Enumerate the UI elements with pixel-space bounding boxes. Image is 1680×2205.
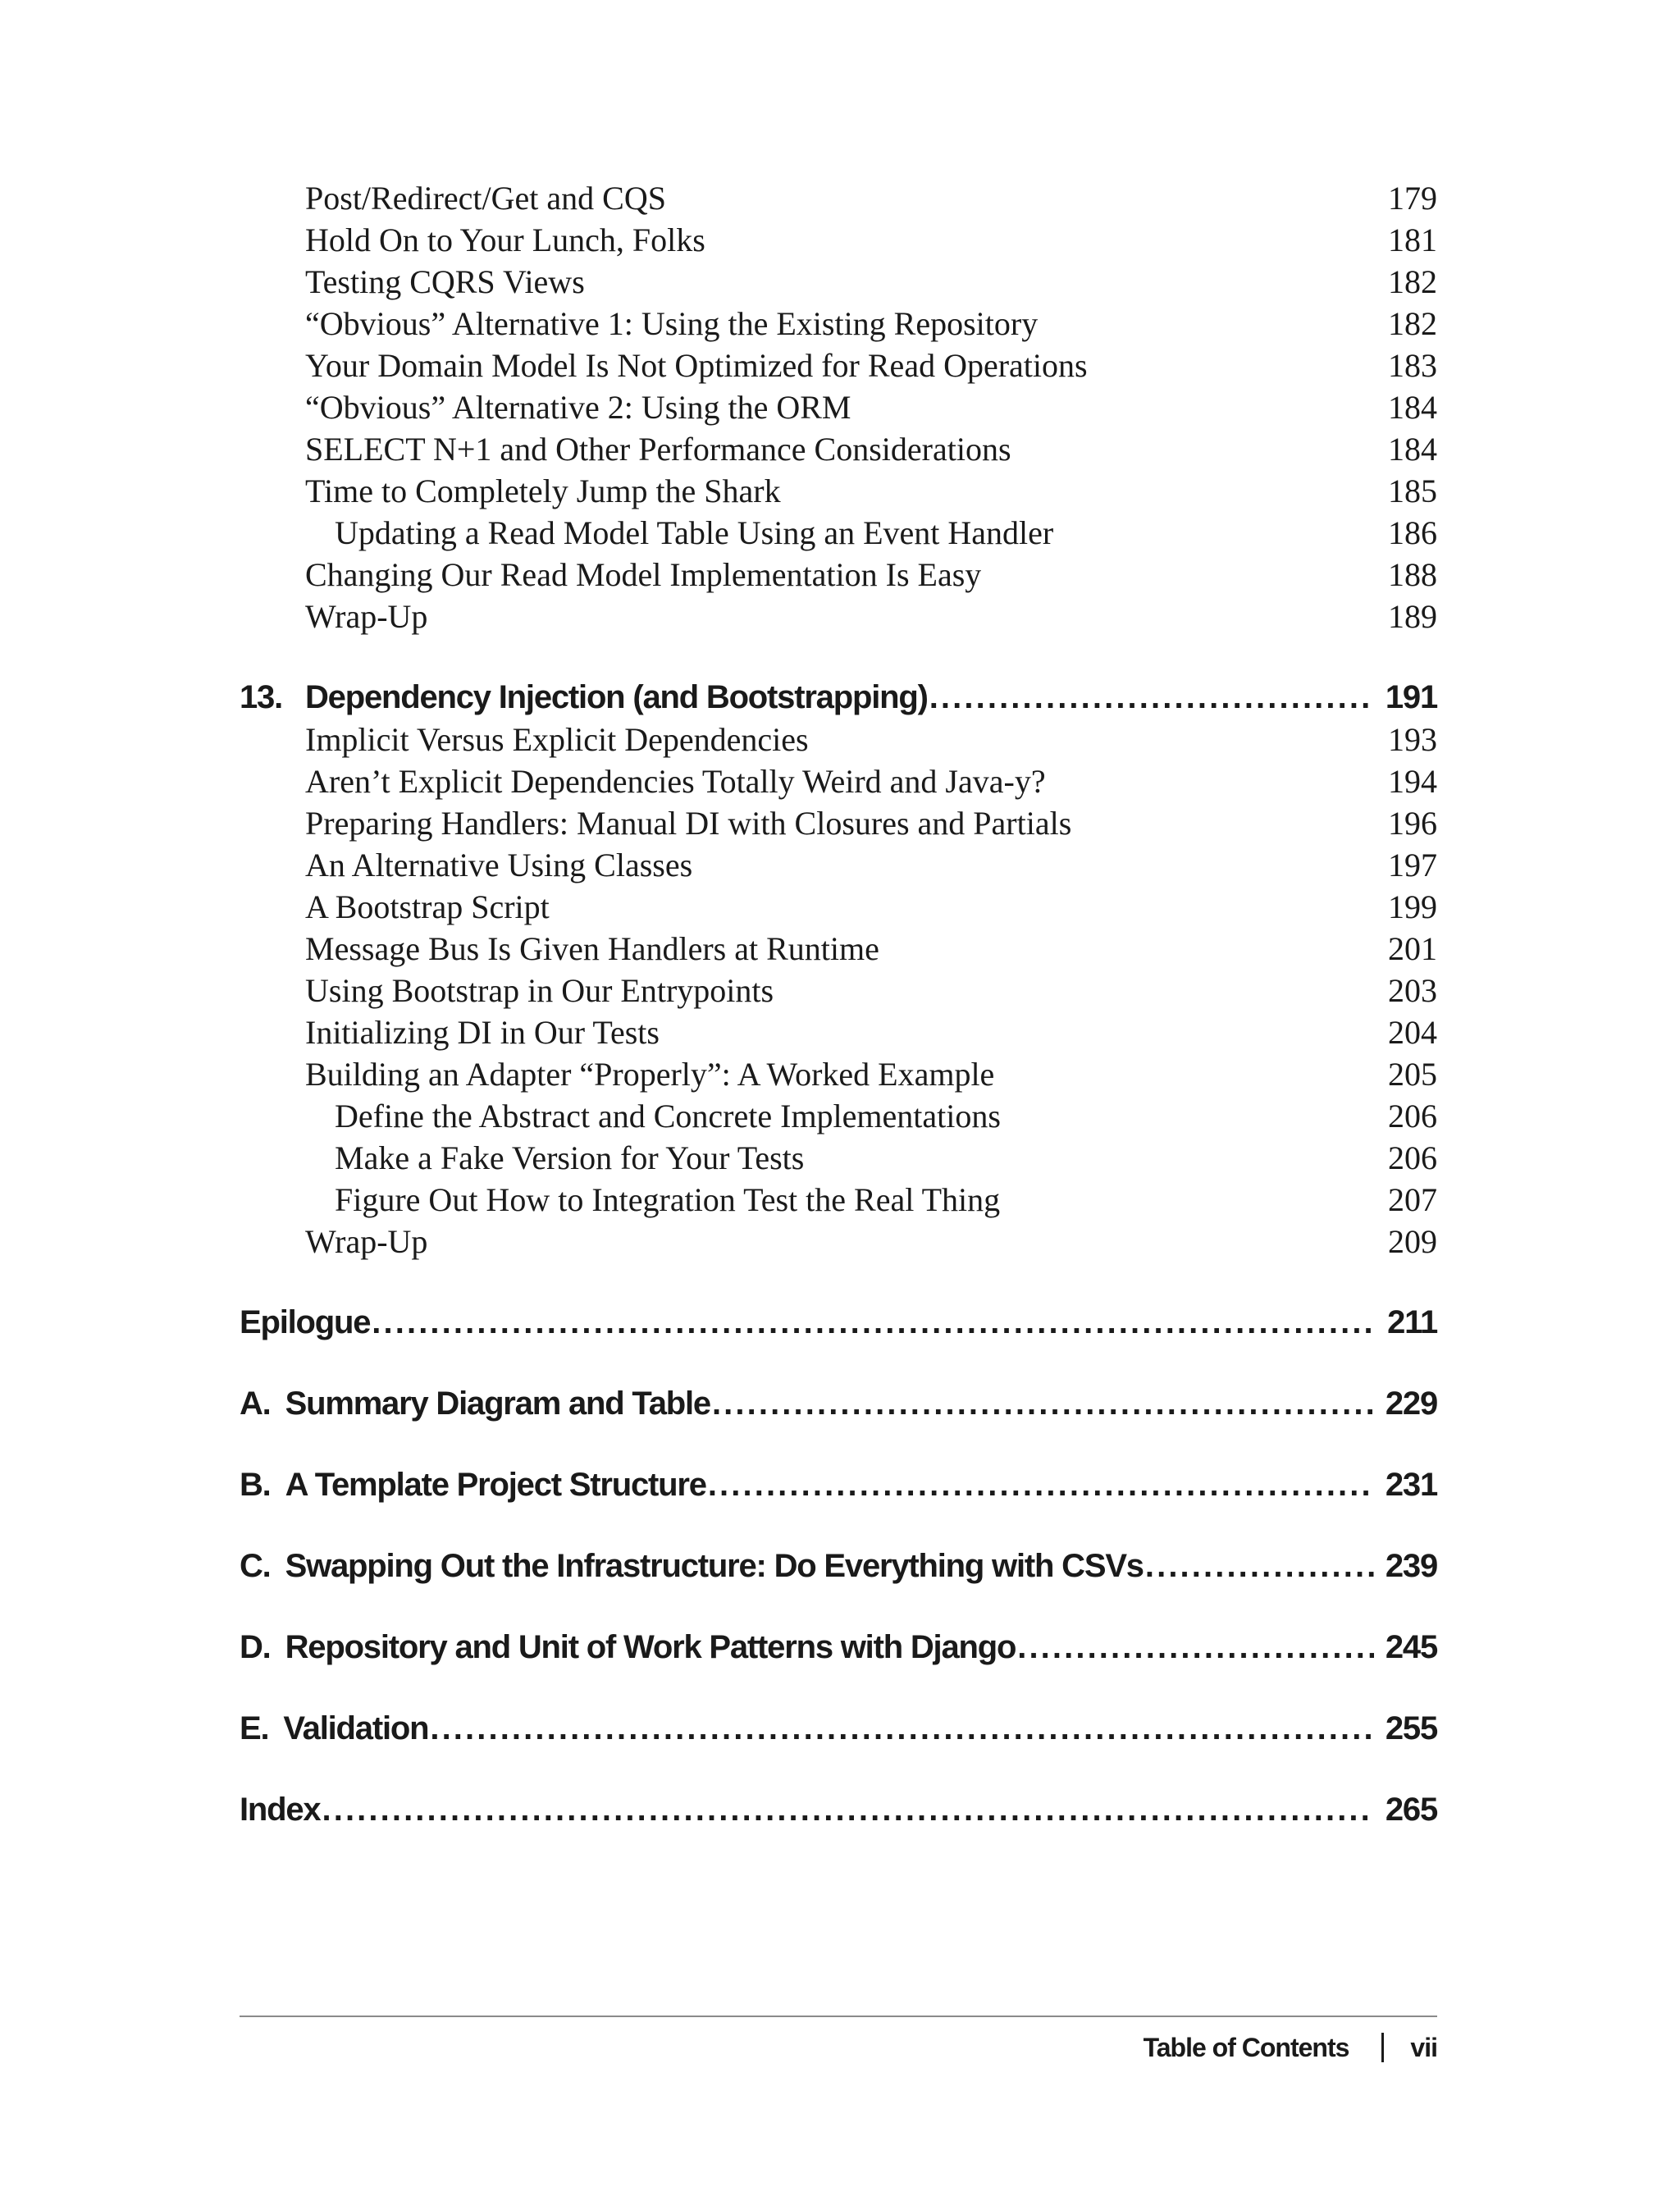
toc-entry[interactable]	[240, 219, 1437, 261]
toc-entry-page-number: 182	[1388, 263, 1437, 300]
back-matter-title: A Template Project Structure	[285, 1467, 706, 1503]
toc-entry[interactable]	[240, 1095, 1437, 1137]
toc-entry-title: Aren’t Explicit Dependencies Totally Weird and Java-y?	[305, 763, 1046, 800]
toc-entry-page-number: 181	[1388, 221, 1437, 258]
toc-entry[interactable]	[240, 386, 1437, 428]
back-matter-list	[240, 1301, 1437, 1831]
toc-entry-page-number: 209	[1388, 1223, 1437, 1260]
toc-entry-page-number: 206	[1388, 1098, 1437, 1134]
toc-entry[interactable]	[240, 1137, 1437, 1179]
toc-entry-title: Changing Our Read Model Implementation Is Easy	[305, 556, 982, 593]
toc-entry-page-number: 193	[1388, 721, 1437, 758]
toc-entry-title: Initializing DI in Our Tests	[305, 1014, 660, 1051]
toc-entry-title: Time to Completely Jump the Shark	[305, 472, 781, 509]
toc-entry-page-number: 186	[1388, 514, 1437, 551]
toc-entry[interactable]	[240, 1221, 1437, 1262]
toc-entry-title: “Obvious” Alternative 2: Using the ORM	[305, 389, 851, 426]
toc-entry[interactable]	[240, 512, 1437, 554]
back-matter-entry[interactable]	[240, 1463, 1437, 1506]
toc-entry-page-number: 207	[1388, 1181, 1437, 1218]
toc-entry[interactable]	[240, 261, 1437, 303]
toc-entry[interactable]	[240, 303, 1437, 345]
toc-entry-title: Message Bus Is Given Handlers at Runtime	[305, 930, 879, 967]
toc-entry-page-number: 196	[1388, 805, 1437, 842]
toc-entry-title: A Bootstrap Script	[305, 888, 550, 925]
dot-leader	[929, 676, 1374, 719]
toc-entry[interactable]	[240, 1179, 1437, 1221]
toc-entry[interactable]	[240, 844, 1437, 886]
back-matter-title: Index	[240, 1792, 321, 1828]
toc-entry[interactable]	[240, 1053, 1437, 1095]
chapter-number: 13.	[240, 679, 283, 715]
toc-entry-page-number: 199	[1388, 888, 1437, 925]
toc-entry-title: An Alternative Using Classes	[305, 847, 693, 883]
footer-rule	[240, 2016, 1437, 2017]
toc-entry[interactable]	[240, 970, 1437, 1011]
chapter-13	[240, 676, 1437, 1262]
toc-entry[interactable]	[240, 470, 1437, 512]
back-matter-entry[interactable]	[240, 1788, 1437, 1831]
back-matter-entry[interactable]	[240, 1626, 1437, 1669]
dot-leader	[322, 1788, 1373, 1831]
appendix-label: E.	[240, 1710, 269, 1746]
chapter-heading[interactable]	[240, 676, 1437, 719]
toc-entry-page-number: 204	[1388, 1014, 1437, 1051]
toc-entry-page-number: 188	[1388, 556, 1437, 593]
toc-entry[interactable]	[240, 428, 1437, 470]
toc-entry-title: Updating a Read Model Table Using an Event Handler	[335, 514, 1054, 551]
continued-entries	[240, 177, 1437, 637]
toc-entry-title: Post/Redirect/Get and CQS	[305, 180, 666, 217]
toc-entry-title: “Obvious” Alternative 1: Using the Existing Repository	[305, 305, 1039, 342]
toc-entry-page-number: 184	[1388, 431, 1437, 468]
back-matter-title: Swapping Out the Infrastructure: Do Everything with CSVs	[285, 1548, 1144, 1584]
toc-entry-title: Define the Abstract and Concrete Implementations	[335, 1098, 1001, 1134]
toc-entry-title: Figure Out How to Integration Test the Real Thing	[335, 1181, 1001, 1218]
dot-leader	[430, 1707, 1374, 1750]
footer-section-title: Table of Contents	[1143, 2033, 1349, 2062]
table-of-contents	[240, 177, 1437, 1831]
back-matter-page-number: 231	[1385, 1467, 1437, 1503]
chapter-page-number: 191	[1385, 679, 1437, 715]
toc-entry[interactable]	[240, 886, 1437, 928]
dot-leader	[712, 1382, 1374, 1425]
toc-entry-page-number: 189	[1388, 598, 1437, 635]
toc-entry-page-number: 185	[1388, 472, 1437, 509]
back-matter-title: Summary Diagram and Table	[285, 1386, 710, 1422]
toc-entry-page-number: 183	[1388, 347, 1437, 384]
toc-entry-page-number: 179	[1388, 180, 1437, 217]
back-matter-page-number: 229	[1385, 1386, 1437, 1422]
toc-entry-page-number: 194	[1388, 763, 1437, 800]
back-matter-entry[interactable]	[240, 1545, 1437, 1587]
back-matter-entry[interactable]	[240, 1707, 1437, 1750]
toc-entry-title: Preparing Handlers: Manual DI with Closures and Partials	[305, 805, 1072, 842]
toc-entry-title: Your Domain Model Is Not Optimized for Read Operations	[305, 347, 1088, 384]
appendix-label: B.	[240, 1467, 271, 1503]
back-matter-title: Validation	[283, 1710, 429, 1746]
appendix-label: C.	[240, 1548, 271, 1584]
chapter-13-entries	[240, 719, 1437, 1262]
dot-leader	[708, 1463, 1374, 1506]
toc-entry-page-number: 206	[1388, 1139, 1437, 1176]
footer-separator	[1381, 2033, 1384, 2062]
back-matter-page-number: 255	[1385, 1710, 1437, 1746]
toc-entry[interactable]	[240, 554, 1437, 596]
toc-entry-page-number: 182	[1388, 305, 1437, 342]
footer-page-number: vii	[1410, 2033, 1437, 2062]
toc-entry-title: Testing CQRS Views	[305, 263, 585, 300]
dot-leader	[1017, 1626, 1374, 1669]
toc-entry-title: SELECT N+1 and Other Performance Considerations	[305, 431, 1011, 468]
appendix-label: D.	[240, 1629, 271, 1665]
toc-entry-page-number: 184	[1388, 389, 1437, 426]
toc-entry-title: Using Bootstrap in Our Entrypoints	[305, 972, 774, 1009]
toc-entry-title: Make a Fake Version for Your Tests	[335, 1139, 805, 1176]
toc-entry[interactable]	[240, 928, 1437, 970]
back-matter-page-number: 239	[1385, 1548, 1437, 1584]
toc-entry[interactable]	[240, 760, 1437, 802]
toc-entry-title: Implicit Versus Explicit Dependencies	[305, 721, 809, 758]
toc-entry[interactable]	[240, 177, 1437, 219]
toc-entry[interactable]	[240, 345, 1437, 386]
dot-leader	[1145, 1545, 1374, 1587]
back-matter-entry[interactable]	[240, 1301, 1437, 1344]
toc-entry[interactable]	[240, 719, 1437, 760]
toc-entry-title: Building an Adapter “Properly”: A Worked Example	[305, 1056, 995, 1093]
dot-leader	[372, 1301, 1376, 1344]
back-matter-page-number: 211	[1387, 1304, 1437, 1340]
running-footer	[1144, 2029, 1437, 2066]
back-matter-page-number: 265	[1385, 1792, 1437, 1828]
back-matter-title: Epilogue	[240, 1304, 371, 1340]
toc-entry[interactable]	[240, 802, 1437, 844]
toc-entry-page-number: 203	[1388, 972, 1437, 1009]
back-matter-entry[interactable]	[240, 1382, 1437, 1425]
chapter-title: Dependency Injection (and Bootstrapping)	[305, 679, 928, 715]
toc-entry[interactable]	[240, 596, 1437, 637]
toc-entry[interactable]	[240, 1011, 1437, 1053]
appendix-label: A.	[240, 1386, 271, 1422]
toc-entry-page-number: 197	[1388, 847, 1437, 883]
toc-entry-page-number: 205	[1388, 1056, 1437, 1093]
back-matter-page-number: 245	[1385, 1629, 1437, 1665]
back-matter-title: Repository and Unit of Work Patterns with Django	[285, 1629, 1016, 1665]
toc-entry-title: Wrap-Up	[305, 1223, 428, 1260]
toc-entry-page-number: 201	[1388, 930, 1437, 967]
toc-entry-title: Wrap-Up	[305, 598, 428, 635]
toc-entry-title: Hold On to Your Lunch, Folks	[305, 221, 705, 258]
